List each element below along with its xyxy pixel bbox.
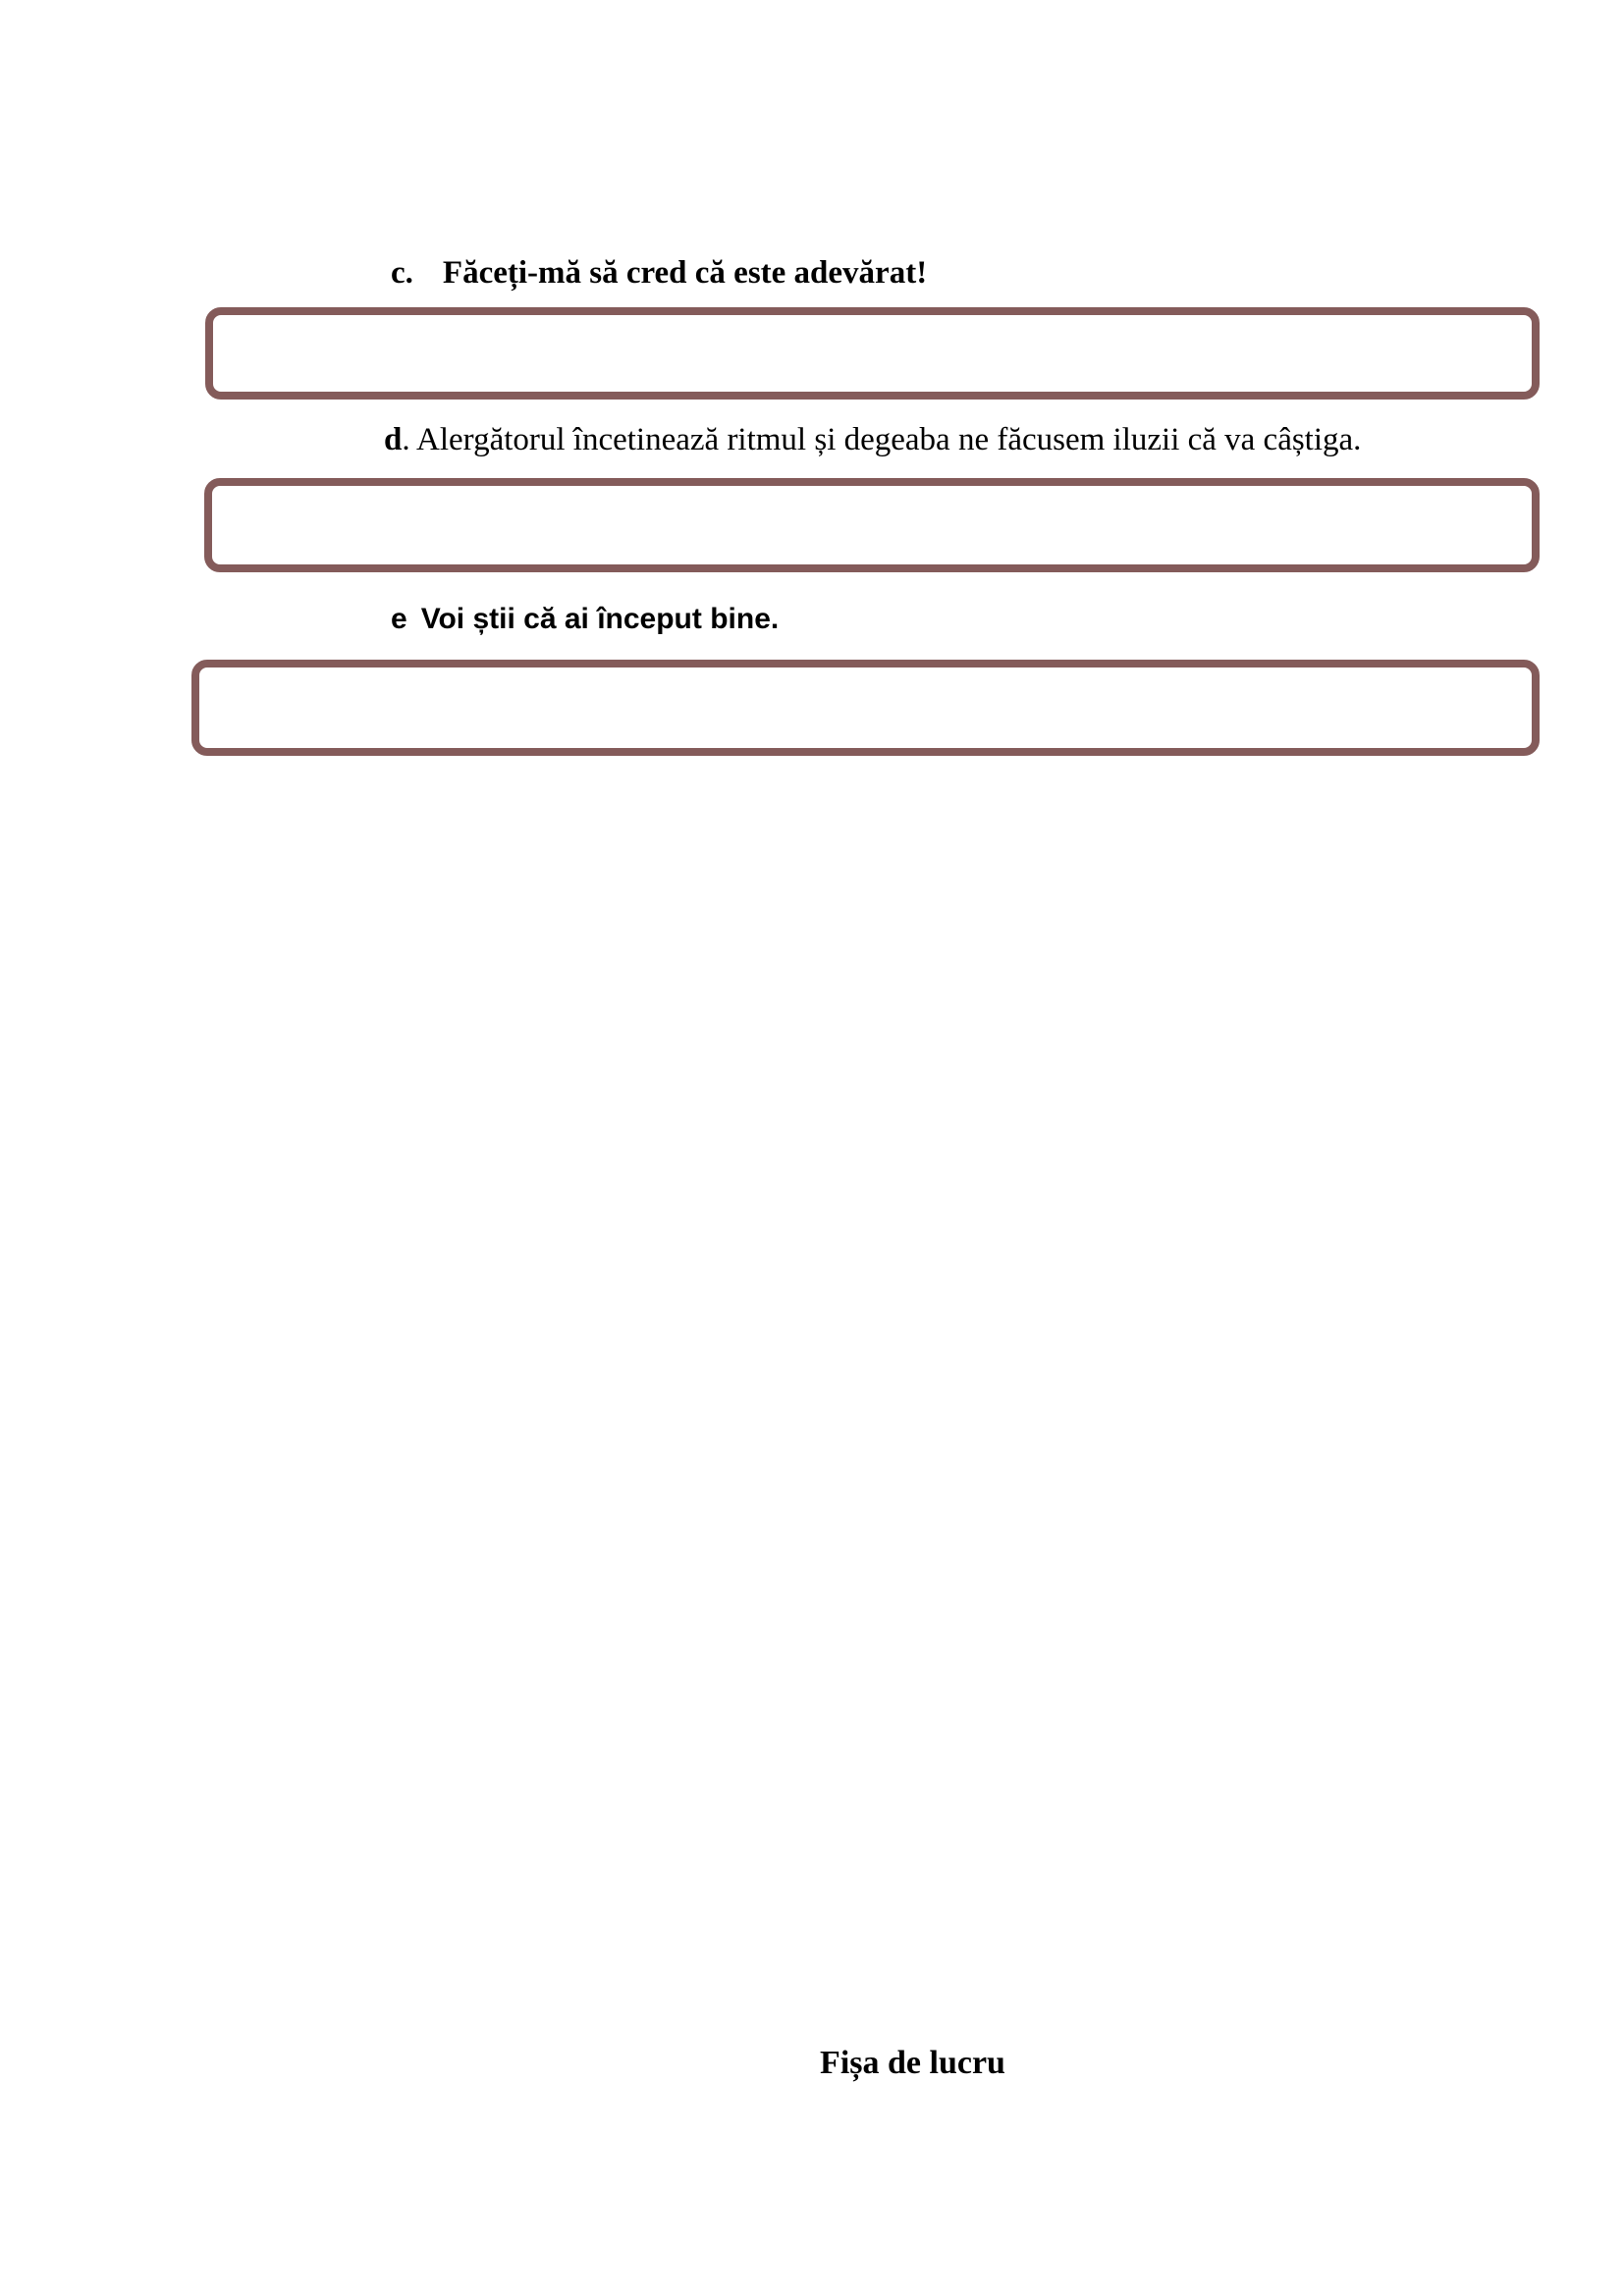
exercise-c-text: Făceți-mă să cred că este adevărat! — [442, 255, 928, 291]
exercise-c-prompt — [391, 257, 927, 290]
worksheet-title: Fișa de lucru — [820, 2045, 1005, 2081]
exercise-d-text: . Alergătorul încetinează ritmul și degeaba ne făcusem iluzii că va câștiga. — [402, 422, 1362, 457]
exercise-e-prompt — [391, 605, 779, 634]
exercise-c-answer-box[interactable] — [205, 307, 1540, 400]
exercise-e-answer-box[interactable] — [191, 660, 1540, 756]
exercise-e-text: Voi știi că ai început bine. — [420, 603, 780, 635]
exercise-d-prompt — [384, 424, 1361, 456]
exercise-d-answer-box[interactable] — [204, 478, 1540, 572]
exercise-c-letter: c. — [391, 255, 413, 291]
exercise-e-letter: e — [391, 603, 407, 635]
exercise-d-letter: d — [384, 422, 403, 457]
